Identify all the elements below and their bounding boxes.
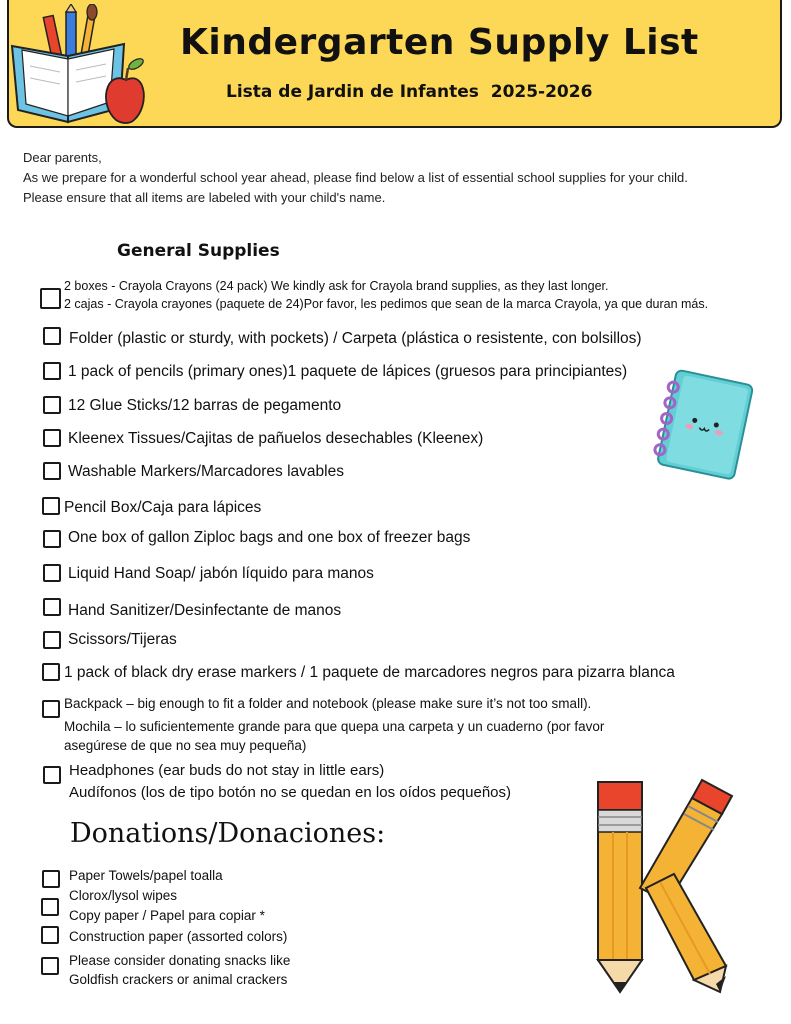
item-headphones-line-1: Headphones (ear buds do not stay in little ears) — [69, 762, 385, 779]
item-backpack-line-3: asegúrese de que no sea muy pequeña) — [64, 738, 307, 753]
checkbox-hand-sanitizer[interactable] — [43, 598, 61, 616]
checkbox-headphones[interactable] — [43, 766, 61, 784]
checkbox-paper-towels[interactable] — [42, 870, 60, 888]
pencil-blue-icon — [66, 4, 76, 62]
checkbox-kleenex[interactable] — [43, 429, 61, 447]
item-paper-towels: Paper Towels/papel toalla — [69, 868, 223, 883]
item-dry-erase: 1 pack of black dry erase markers / 1 paquete de marcadores negros para pizarra blanca — [64, 664, 675, 681]
item-snacks-line-1: Please consider donating snacks like — [69, 953, 291, 968]
checkbox-clorox[interactable] — [41, 898, 59, 916]
item-snacks-line-2: Goldfish crackers or animal crackers — [69, 972, 288, 987]
checkbox-ziploc[interactable] — [43, 530, 61, 548]
item-backpack-line-2: Mochila – lo suficientemente grande para que quepa una carpeta y un cuaderno (por favor — [64, 719, 605, 734]
item-clorox: Clorox/lysol wipes — [69, 888, 178, 903]
checkbox-scissors[interactable] — [43, 631, 61, 649]
item-backpack-line-1: Backpack – big enough to fit a folder and notebook (please make sure it’s not too small). — [64, 696, 592, 711]
checkbox-construction-paper[interactable] — [41, 926, 59, 944]
checkbox-snacks[interactable] — [41, 957, 59, 975]
general-supplies-heading: General Supplies — [117, 241, 280, 261]
intro-greeting: Dear parents, — [23, 150, 102, 165]
checkbox-hand-soap[interactable] — [43, 564, 61, 582]
page-title: Kindergarten Supply List — [180, 22, 699, 63]
checkbox-folder[interactable] — [43, 327, 61, 345]
item-hand-soap: Liquid Hand Soap/ jabón líquido para manos — [68, 565, 374, 582]
checkbox-glue-sticks[interactable] — [43, 396, 61, 414]
item-folder: Folder (plastic or sturdy, with pockets) / Carpeta (plástica o resistente, con bolsillos) — [69, 330, 642, 347]
page-subtitle: Lista de Jardin de Infantes 2025-2026 — [226, 82, 593, 102]
checkbox-backpack[interactable] — [42, 700, 60, 718]
intro-line-1: As we prepare for a wonderful school year ahead, please find below a list of essential school supplies for your child. — [23, 170, 688, 185]
item-crayons-en: 2 boxes - Crayola Crayons (24 pack) We kindly ask for Crayola brand supplies, as they last longer. — [64, 279, 609, 293]
item-hand-sanitizer: Hand Sanitizer/Desinfectante de manos — [68, 602, 342, 619]
notebook-icon — [648, 366, 756, 484]
checkbox-pencil-box[interactable] — [42, 497, 60, 515]
item-ziploc: One box of gallon Ziploc bags and one box of freezer bags — [68, 529, 471, 546]
book-with-pencils-icon — [8, 4, 153, 126]
item-kleenex: Kleenex Tissues/Cajitas de pañuelos desechables (Kleenex) — [68, 430, 484, 447]
item-copy-paper: Copy paper / Papel para copiar * — [69, 908, 265, 923]
checkbox-markers[interactable] — [43, 462, 61, 480]
checkbox-dry-erase[interactable] — [42, 663, 60, 681]
item-crayons-es: 2 cajas - Crayola crayones (paquete de 24)Por favor, les pedimos que sean de la marca Crayola, ya que duran más. — [64, 297, 709, 311]
checkbox-crayons[interactable] — [40, 288, 61, 309]
item-glue-sticks: 12 Glue Sticks/12 barras de pegamento — [68, 397, 342, 414]
item-pencils: 1 pack of pencils (primary ones)1 paquete de lápices (gruesos para principiantes) — [68, 363, 628, 380]
item-construction-paper: Construction paper (assorted colors) — [69, 929, 288, 944]
checkbox-pencils[interactable] — [43, 362, 61, 380]
item-headphones-line-2: Audífonos (los de tipo botón no se quedan en los oídos pequeños) — [69, 784, 511, 801]
pencil-letter-k-icon — [580, 770, 740, 1002]
item-pencil-box: Pencil Box/Caja para lápices — [64, 499, 262, 516]
item-scissors: Scissors/Tijeras — [68, 631, 177, 648]
item-markers: Washable Markers/Marcadores lavables — [68, 463, 344, 480]
donations-heading: Donations/Donaciones: — [70, 818, 386, 849]
intro-line-2: Please ensure that all items are labeled with your child's name. — [23, 190, 386, 205]
